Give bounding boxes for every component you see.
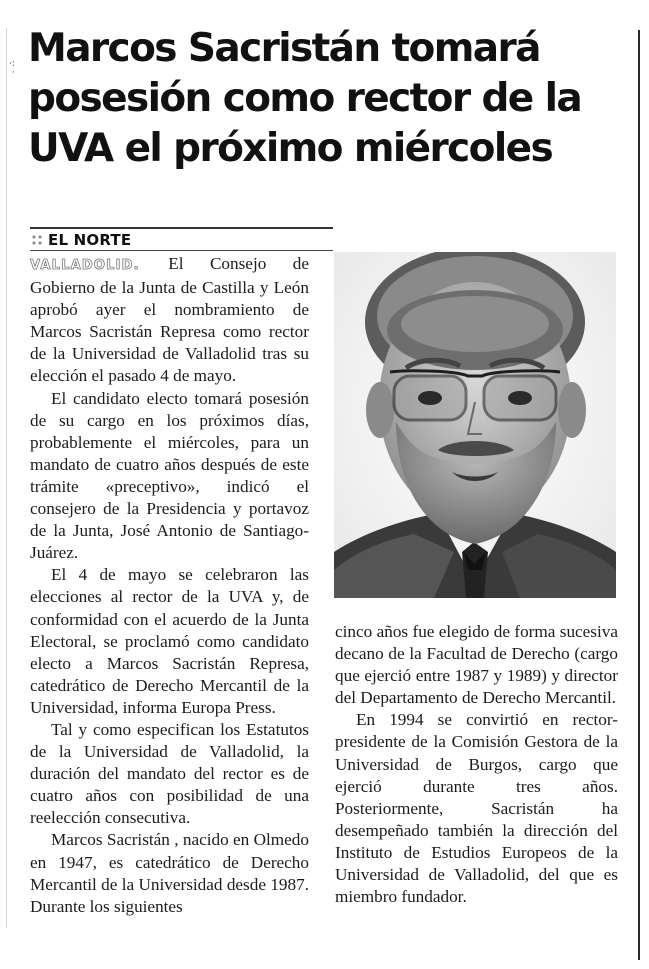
headline: Marcos Sacristán tomará posesión como rector de la UVA el próximo miércoles [28, 26, 582, 171]
dateline: VALLADOLID. [30, 258, 140, 273]
byline-bar [30, 227, 333, 251]
paragraph: Marcos Sacristán , nacido en Olmedo en 1947, es catedrático de Derecho Mercantil de la Universidad desde 1987. Durante los siguientes [30, 830, 309, 916]
column-divider-rule [638, 30, 640, 960]
portrait-illustration [334, 252, 616, 598]
paragraph: En 1994 se convirtió en rector-presidente de la Comisión Gestora de la Universidad de Burgos, cargo que ejerció durante tres años. Posteriormente, Sacristán ha desempeñado también la dirección del Instituto de Estudios Europeos de la Universidad de Valladolid, del que es miembro fundador. [335, 710, 618, 907]
article-column-right [335, 621, 618, 908]
paragraph: cinco años fue elegido de forma sucesiva decano de la Facultad de Derecho (cargo que ejerció entre 1987 y 1989) y director del Departamento de Derecho Mercantil. [335, 622, 618, 708]
paragraph: Tal y como especifican los Estatutos de la Universidad de Valladolid, la duración del mandato del rector es de cuatro años con posibilidad de una reelección consecutiva. [30, 719, 309, 828]
paragraph: El 4 de mayo se celebraron las elecciones al rector de la UVA y, de conformidad con el acuerdo de la Junta Electoral, se proclamó como candidato electo a Marcos Sacristán Represa, catedrático de Derecho Mercantil de la Universidad, informa Europa Press. [30, 565, 309, 717]
byline: EL NORTE [48, 230, 132, 249]
page-edge-rule [6, 28, 7, 928]
dots-icon [31, 234, 43, 246]
paragraph [30, 253, 309, 388]
paragraph: El candidato electo tomará posesión de su cargo en los próximos días, probablemente el miércoles, para un mandato de cuatro años después de este trámite «preceptivo», indicó el consejero de la Presidencia y portavoz de la Junta, José Antonio de Santiago-Juárez. [30, 388, 309, 563]
print-specks: ·: · [9, 59, 15, 78]
paragraph-text: El Consejo de Gobierno de la Junta de Castilla y León aprobó ayer el nombramiento de Marcos Sacristán Represa como rector de la Universidad de Valladolid tras su elección el pasado 4 de mayo. [30, 254, 309, 386]
portrait-photo [334, 252, 616, 598]
article-column-left [30, 253, 309, 918]
